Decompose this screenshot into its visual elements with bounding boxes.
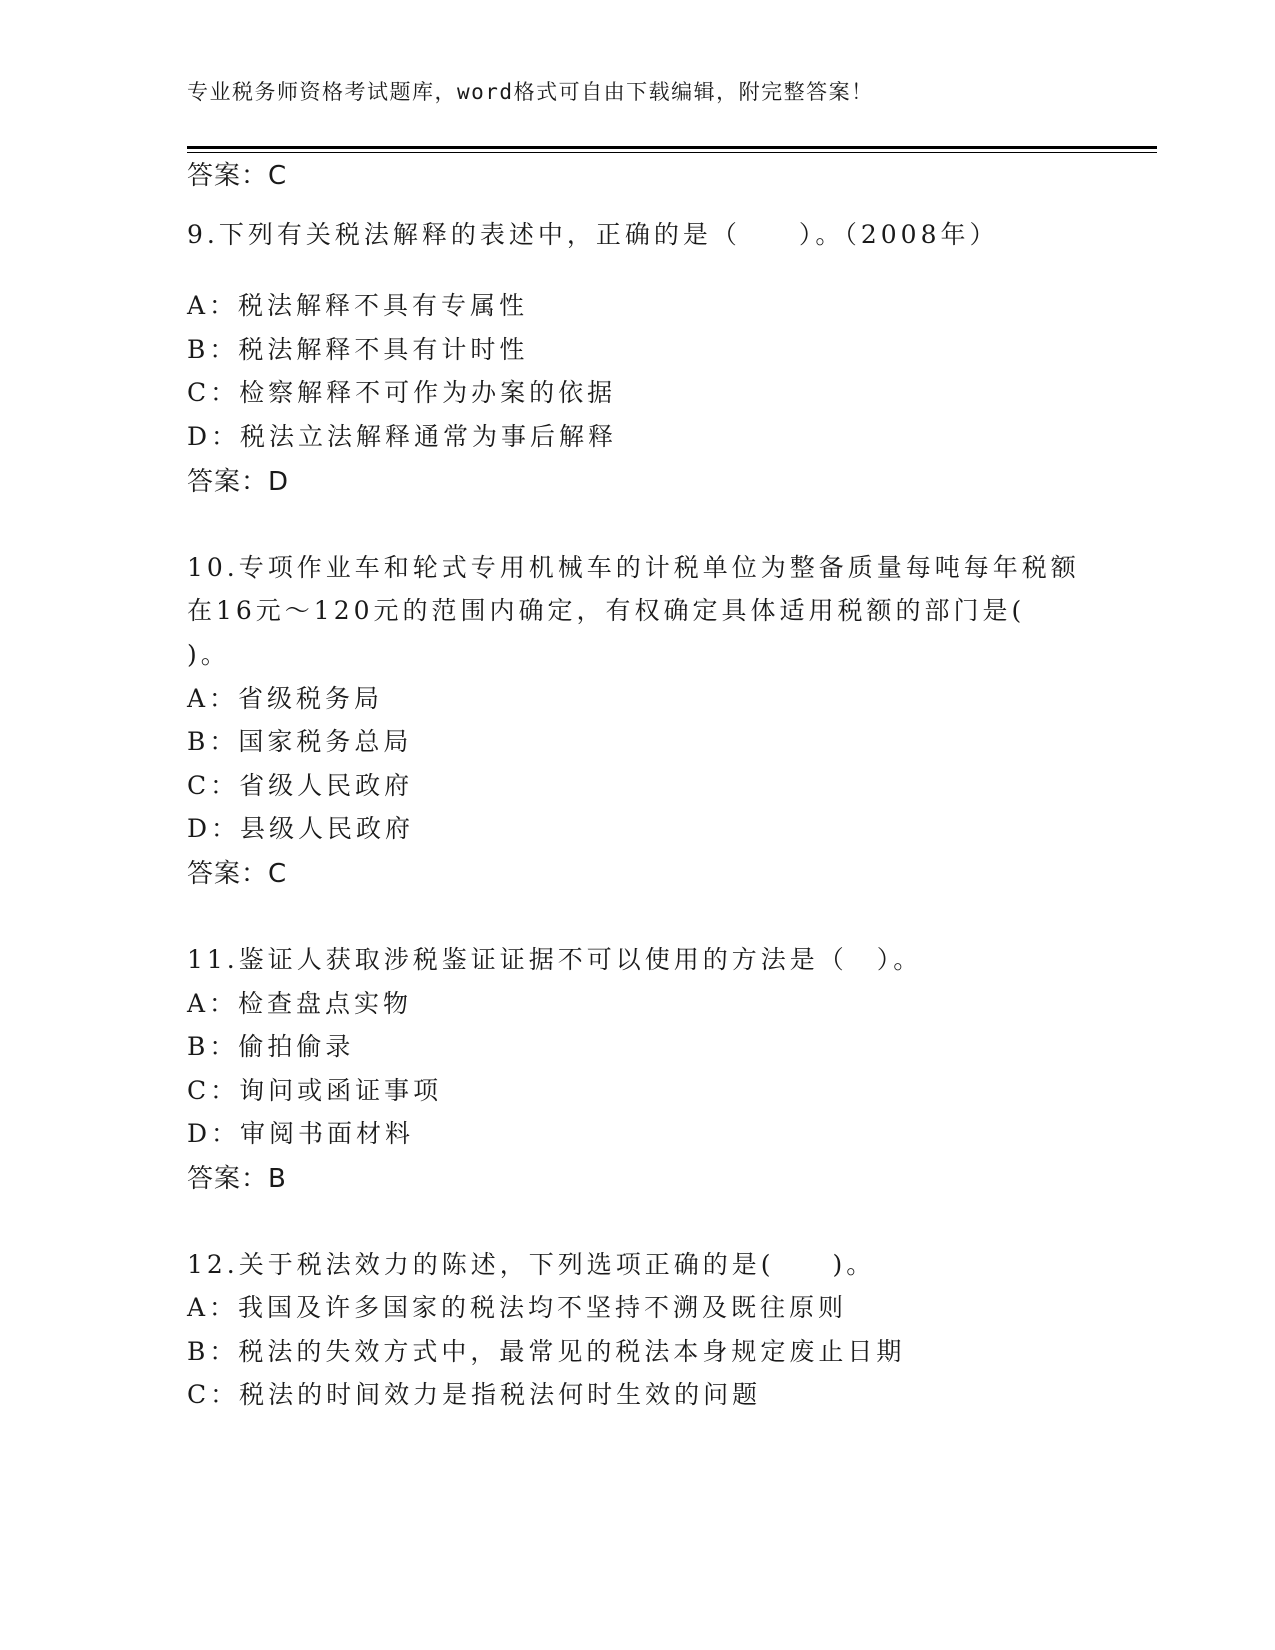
question-10-answer: 答案：C xyxy=(187,859,288,889)
question-12-option-a: A：我国及许多国家的税法均不坚持不溯及既往原则 xyxy=(187,1293,848,1322)
question-10-option-c: C：省级人民政府 xyxy=(187,771,414,800)
prev-answer: 答案：C xyxy=(187,161,288,191)
header-rule-thin xyxy=(187,152,1157,153)
page-header: 专业税务师资格考试题库，word格式可自由下载编辑，附完整答案！ xyxy=(187,80,874,104)
question-9-option-c: C：检察解释不可作为办案的依据 xyxy=(187,378,617,407)
question-9-option-a: A：税法解释不具有专属性 xyxy=(187,291,529,320)
question-9-option-b: B：税法解释不具有计时性 xyxy=(187,335,529,364)
question-10-stem-line2: 在16元～120元的范围内确定，有权确定具体适用税额的部门是( xyxy=(187,596,1026,625)
question-11-option-d: D：审阅书面材料 xyxy=(187,1119,415,1148)
question-10-stem-line1: 10.专项作业车和轮式专用机械车的计税单位为整备质量每吨每年税额 xyxy=(187,553,1080,582)
question-10-stem-line3: )。 xyxy=(187,640,230,669)
question-12-option-c: C：税法的时间效力是指税法何时生效的问题 xyxy=(187,1380,762,1409)
question-11-option-b: B：偷拍偷录 xyxy=(187,1032,355,1061)
question-11-option-a: A：检查盘点实物 xyxy=(187,989,413,1018)
question-11-stem: 11.鉴证人获取涉税鉴证证据不可以使用的方法是（ ）。 xyxy=(187,945,923,974)
question-12-option-b: B：税法的失效方式中，最常见的税法本身规定废止日期 xyxy=(187,1337,906,1366)
question-11-option-c: C：询问或函证事项 xyxy=(187,1076,443,1105)
question-9-stem: 9.下列有关税法解释的表述中，正确的是（ ）。（2008年） xyxy=(187,220,999,249)
header-rule xyxy=(187,146,1157,149)
question-9-answer: 答案：D xyxy=(187,467,290,497)
question-11-answer: 答案：B xyxy=(187,1164,287,1194)
question-10-option-b: B：国家税务总局 xyxy=(187,727,413,756)
question-10-option-d: D：县级人民政府 xyxy=(187,814,415,843)
question-10-option-a: A：省级税务局 xyxy=(187,684,384,713)
question-12-stem: 12.关于税法效力的陈述，下列选项正确的是( )。 xyxy=(187,1250,876,1279)
question-9-option-d: D：税法立法解释通常为事后解释 xyxy=(187,422,618,451)
